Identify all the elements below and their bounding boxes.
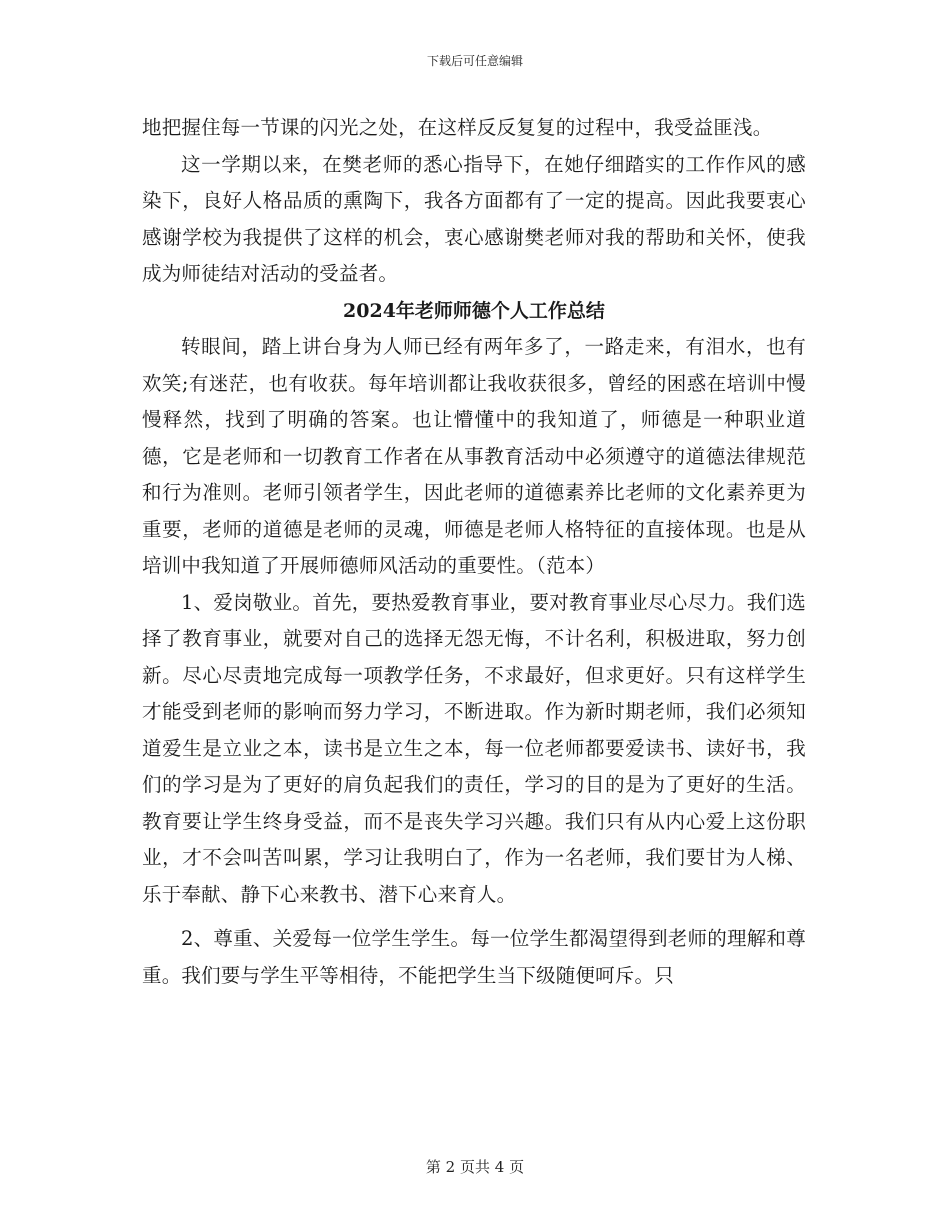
section-title: 2024年老师师德个人工作总结 (343, 299, 605, 322)
page-footer: 第 2 页共 4 页 (425, 1158, 525, 1176)
paragraph-point-2: 2、尊重、关爱每一位学生学生。每一位学生都渴望得到老师的理解和尊重。我们要与学生平等相待，不能把学生当下级随便呵斥。只 (142, 927, 806, 987)
paragraph-intro: 转眼间，踏上讲台身为人师已经有两年多了，一路走来，有泪水，也有欢笑;有迷茫，也有收获。每年培训都让我收获很多，曾经的困惑在培训中慢慢释然，找到了明确的答案。也让懵懂中的我知道了，师德是一种职业道德，它是老师和一切教育工作者在从事教育活动中必须遵守的道德法律规范和行为准则。老师引领者学生，因此老师的道德素养比老师的文化素养更为重要，老师的道德是老师的灵魂，师德是老师人格特征的直接体现。也是从培训中我知道了开展师德师风活动的重要性。（范本） (142, 335, 806, 577)
paragraph-point-1: 1、爱岗敬业。首先，要热爱教育事业，要对教育事业尽心尽力。我们选择了教育事业，就要对自己的选择无怨无悔，不计名利，积极进取，努力创新。尽心尽责地完成每一项教学任务，不求最好，但求更好。只有这样学生才能受到老师的影响而努力学习，不断进取。作为新时期老师，我们必须知道爱生是立业之本，读书是立生之本，每一位老师都要爱读书、读好书，我们的学习是为了更好的肩负起我们的责任，学习的目的是为了更好的生活。教育要让学生终身受益，而不是丧失学习兴趣。我们只有从内心爱上这份职业，才不会叫苦叫累，学习让我明白了，作为一名老师，我们要甘为人梯、乐于奉献、静下心来教书、潜下心来育人。 (142, 590, 806, 906)
paragraph-continuation: 地把握住每一节课的闪光之处，在这样反反复复的过程中，我受益匪浅。 (142, 116, 773, 139)
document-body (142, 110, 806, 994)
paragraph-gratitude: 这一学期以来，在樊老师的悉心指导下，在她仔细踏实的工作作风的感染下，良好人格品质的熏陶下，我各方面都有了一定的提高。因此我要衷心感谢学校为我提供了这样的机会，衷心感谢樊老师对我的帮助和关怀，使我成为师徒结对活动的受益者。 (142, 152, 806, 285)
page-header: 下载后可任意编辑 (426, 54, 523, 68)
